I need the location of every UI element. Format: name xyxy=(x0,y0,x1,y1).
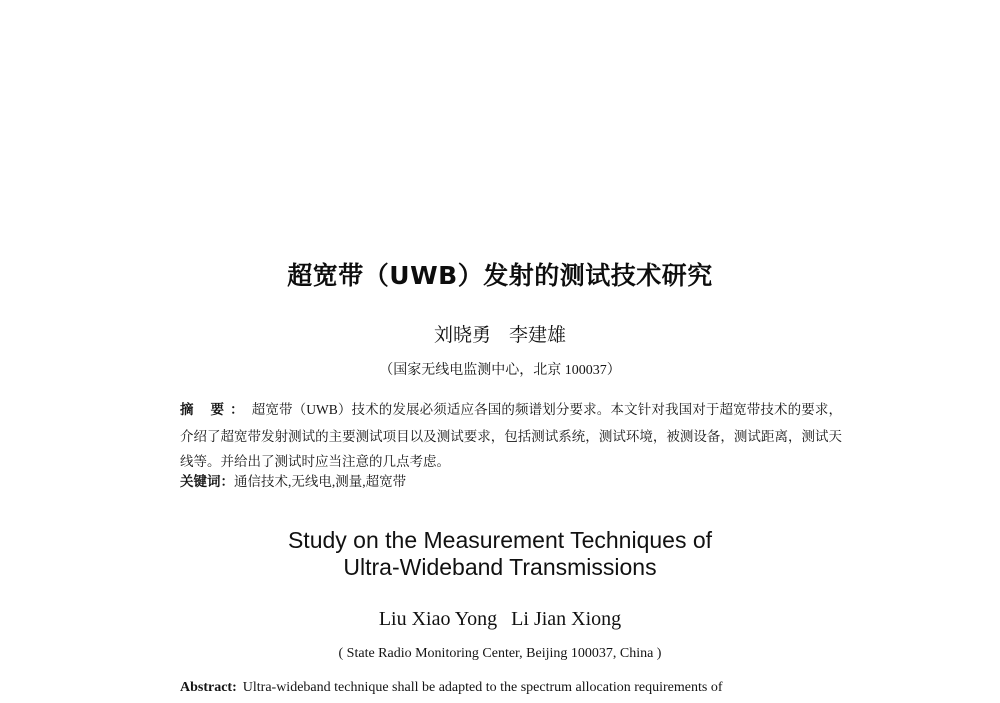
chinese-keywords-text: 通信技术,无线电,测量,超宽带 xyxy=(234,474,407,489)
english-abstract-text: Ultra-wideband technique shall be adapted to the spectrum allocation requirements of xyxy=(242,680,723,695)
chinese-authors xyxy=(0,320,1000,347)
chinese-title: 超宽带（UWB）发射的测试技术研究 xyxy=(287,261,713,290)
english-author-1: Liu Xiao Yong xyxy=(378,608,498,630)
english-abstract xyxy=(180,680,842,696)
english-authors xyxy=(0,608,1000,631)
english-abstract-label: Abstract: xyxy=(180,680,237,695)
chinese-author-1: 刘晓勇 xyxy=(433,325,491,346)
english-title-line-2: Ultra-Wideband Transmissions xyxy=(343,554,657,580)
chinese-affiliation: （国家无线电监测中心，北京 100037） xyxy=(379,363,621,378)
english-title-line-1: Study on the Measurement Techniques of xyxy=(287,527,713,553)
chinese-author-2: 李建雄 xyxy=(509,325,567,346)
chinese-abstract-label: 摘 要： xyxy=(180,402,250,418)
chinese-keywords-label: 关键词： xyxy=(180,474,234,490)
english-affiliation: ( State Radio Monitoring Center, Beijing 100037, China ) xyxy=(338,646,662,661)
chinese-abstract-text: 超宽带（UWB）技术的发展必须适应各国的频谱划分要求。本文针对我国对于超宽带技术的要求，介绍了超宽带发射测试的主要测试项目以及测试要求，包括测试系统，测试环境，被测设备，测试距离，测试天线等。并给出了测试时应当注意的几点考虑。 xyxy=(180,402,842,469)
english-author-2: Li Jian Xiong xyxy=(511,608,622,630)
chinese-keywords xyxy=(180,470,842,490)
chinese-abstract xyxy=(180,397,842,475)
english-title xyxy=(0,527,1000,581)
